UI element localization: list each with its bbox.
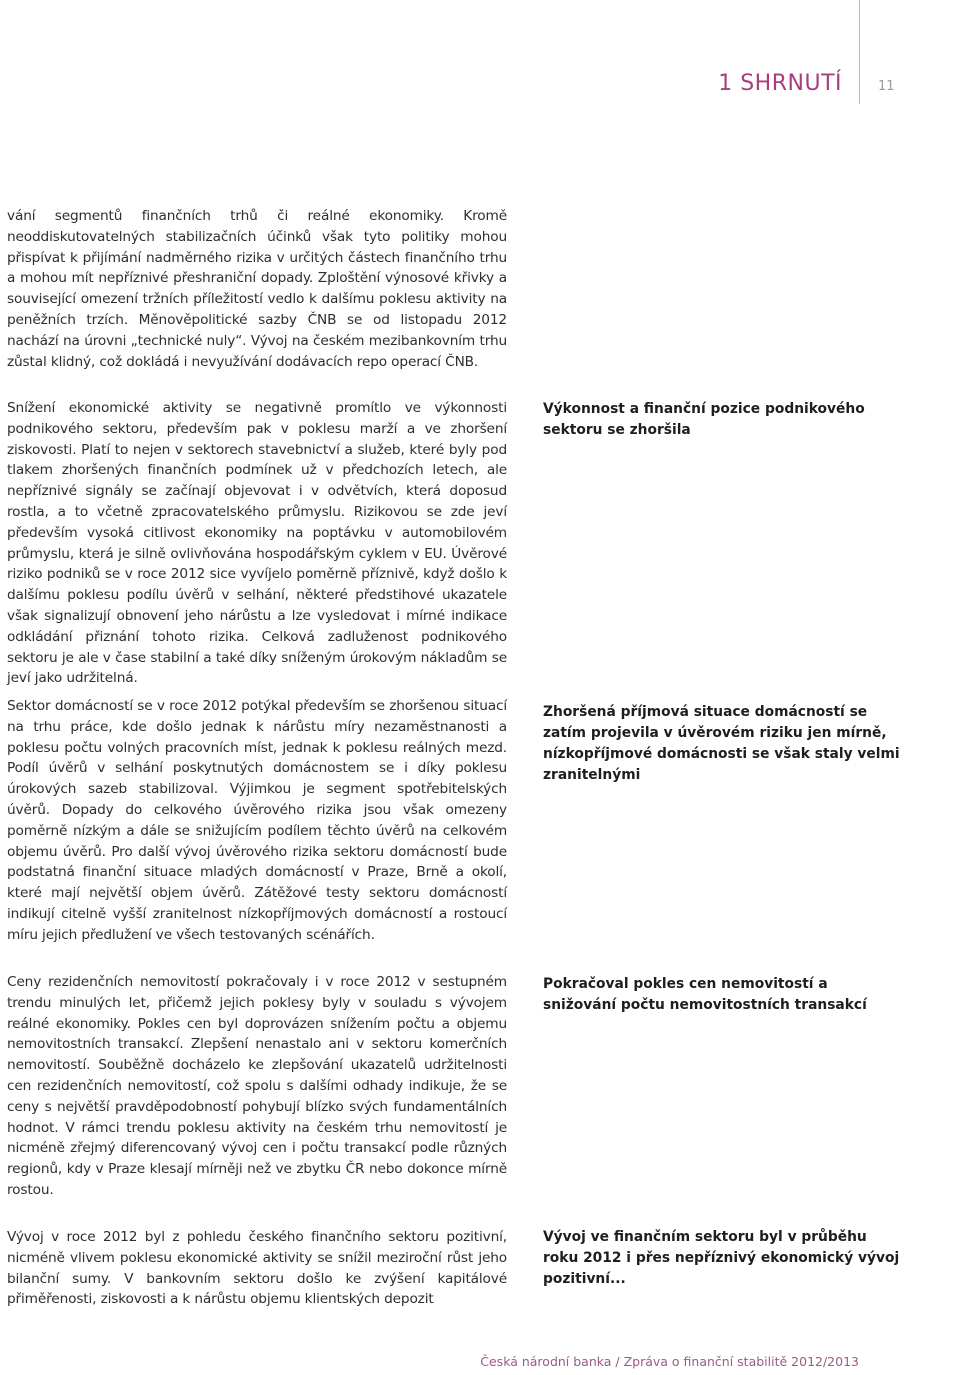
paragraph-real-estate: Ceny rezidenčních nemovitostí pokračovaly i v roce 2012 v sestupném trendu minulých let, přičemž jejich poklesy byly v souladu s vývojem reálné ekonomiky. Pokles cen byl doprovázen snížením počtu a objemu nemovitostních transakcí. Zlepšení nenastalo ani v sektoru komerčních nemovitostí. Souběžně docházelo ke zlepšování ukazatelů udržitelnosti cen rezidenčních nemovitostí, což spolu s dalšími odhady indikuje, že se ceny s největší pravděpodobností pohybují blízko svých fundamentálních hodnot. V rámci trendu poklesu aktivity na českém trhu nemovitostí je nicméně zřejmý diferencovaný vývoj cen i počtu transakcí podle různých regionů, kdy v Praze klesají mírněji než ve zbytku ČR nebo dokonce mírně rostou. (7, 974, 507, 1198)
paragraph-monetary: vání segmentů finančních trhů či reálné ekonomiky. Kromě neoddiskutovatelných stabilizačních účinků však tyto politiky mohou přispívat k přijímání nadměrného rizika v určitých částech finančního trhu a mohou mít nepříznivé přeshraniční dopady. Zploštění výnosové křivky a související omezení tržních příležitostí vedlo k dalšímu poklesu aktivity na peněžních trzích. Měnověpolitické sazby ČNB se od listopadu 2012 nachází na úrovni „technické nuly“. Vývoj na českém mezibankovním trhu zůstal klidný, což dokládá i nevyužívání dodávacích repo operací ČNB. (7, 208, 507, 370)
section-title: 1 SHRNUTÍ (718, 71, 842, 96)
header-divider (859, 0, 860, 104)
footer-publication: Česká národní banka / Zpráva o finanční stabilitě 2012/2013 (480, 1354, 859, 1369)
page-number: 11 (878, 79, 895, 94)
paragraph-financial-sector: Vývoj v roce 2012 byl z pohledu českého finančního sektoru pozitivní, nicméně vlivem poklesu ekonomické aktivity se snížil meziroční růst jeho bilanční sumy. V bankovním sektoru došlo ke zvýšení kapitálové přiměřenosti, ziskovosti a k nárůstu objemu klientských depozit (7, 1229, 507, 1308)
paragraph-corporate: Snížení ekonomické aktivity se negativně promítlo ve výkonnosti podnikového sektoru, především pak v poklesu marží a ve zhoršení ziskovosti. Platí to nejen v sektorech stavebnictví a služeb, které byly pod tlakem zhoršených finančních podmínek už v předchozích letech, ale nepříznivé signály se začínají objevovat i v odvětvích, která doposud rostla, a to včetně zpracovatelského průmyslu. Rizikovou se zde jeví především vysoká citlivost ekonomiky na poptávku v automobilovém průmyslu, která je silně ovlivňována hospodářským cyklem v EU. Úvěrové riziko podniků se v roce 2012 sice vyvíjelo poměrně příznivě, když došlo k dalšímu poklesu podílu úvěrů v selhání, některé předstihové ukazatele však signalizují obnovení jeho nárůstu a lze vysledovat i mírné indikace odkládání přiznání tohoto rizika. Celková zadluženost podnikového sektoru je ale v čase stabilní a také díky sníženým úrokovým nákladům se jeví jako udržitelná. (7, 400, 507, 687)
side-note-real-estate: Pokračoval pokles cen nemovitostí a snižování počtu nemovitostních transakcí (543, 976, 867, 1013)
side-note-financial-sector: Vývoj ve finančním sektoru byl v průběhu roku 2012 i přes nepříznivý ekonomický vývoj pozitivní... (543, 1229, 900, 1287)
side-note-corporate: Výkonnost a finanční pozice podnikového sektoru se zhoršila (543, 401, 865, 438)
paragraph-households: Sektor domácností se v roce 2012 potýkal především se zhoršenou situací na trhu práce, kde došlo jednak k nárůstu míry nezaměstnanosti a poklesu počtu volných pracovních míst, jednak k poklesu reálných mezd. Podíl úvěrů v selhání poskytnutých domácnostem se i díky poklesu úrokových sazeb stabilizoval. Výjimkou je segment spotřebitelských úvěrů. Dopady do celkového úvěrového rizika jsou však omezeny poměrně nízkým a dále se snižujícím podílem těchto úvěrů na celkovém objemu úvěrů. Pro další vývoj úvěrového rizika sektoru domácností bude podstatná finanční situace mladých domácností v Praze, Brně a okolí, které mají největší objem úvěrů. Zátěžové testy sektoru domácností indikují citelně vyšší zranitelnost nízkopříjmových domácností a rostoucí míru jejich předlužení ve všech testovaných scénářích. (7, 698, 507, 943)
side-note-households: Zhoršená příjmová situace domácností se zatím projevila v úvěrovém riziku jen mírně, nízkopříjmové domácnosti se však staly velmi zranitelnými (543, 704, 900, 783)
